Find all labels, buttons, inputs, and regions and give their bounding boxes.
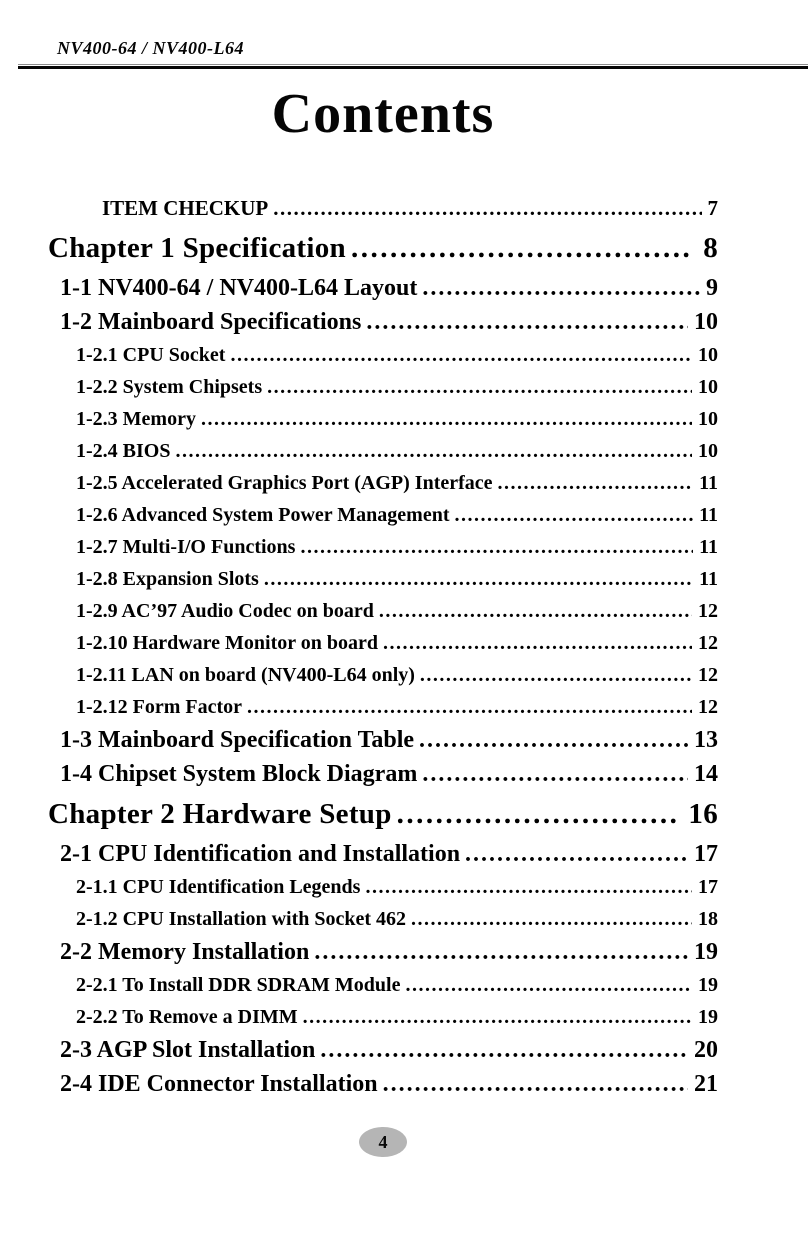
toc-entry-page: 19 — [694, 939, 718, 965]
toc-entry-label: 1-4 Chipset System Block Diagram — [60, 761, 418, 787]
dot-leader — [273, 191, 701, 225]
toc-entry-label: 1-1 NV400-64 / NV400-L64 Layout — [60, 275, 418, 301]
dot-leader — [411, 903, 692, 935]
toc-entry-label: 1-2.8 Expansion Slots — [76, 568, 259, 590]
toc-entry-page: 18 — [698, 908, 718, 930]
toc-entry-label: ITEM CHECKUP — [102, 196, 269, 220]
toc-entry-label: 1-3 Mainboard Specification Table — [60, 727, 415, 753]
toc-entry-page: 19 — [698, 1006, 718, 1028]
toc-entry — [48, 627, 718, 659]
toc-entry-page: 12 — [698, 600, 718, 622]
toc-entry — [48, 305, 718, 339]
dot-leader — [397, 791, 679, 837]
toc-entry-page: 20 — [694, 1037, 718, 1063]
toc-entry-label: 1-2.6 Advanced System Power Management — [76, 504, 450, 526]
dot-leader — [300, 531, 693, 563]
dot-leader — [379, 595, 692, 627]
toc-entry — [48, 659, 718, 691]
toc-list — [48, 191, 718, 1101]
toc-entry-page: 12 — [698, 632, 718, 654]
dot-leader — [422, 271, 700, 305]
page-title: Contents — [271, 83, 495, 145]
dot-leader — [201, 403, 692, 435]
toc-entry-label: 2-1.1 CPU Identification Legends — [76, 876, 361, 898]
dot-leader — [405, 969, 692, 1001]
toc-entry-page: 19 — [698, 974, 718, 996]
toc-entry-label: 2-4 IDE Connector Installation — [60, 1071, 378, 1097]
toc-entry-page: 12 — [698, 696, 718, 718]
dot-leader — [383, 627, 692, 659]
toc-entry-page: 17 — [694, 841, 718, 867]
dot-leader — [351, 225, 693, 271]
page-footer — [48, 1127, 718, 1157]
toc-entry-page: 10 — [698, 408, 718, 430]
dot-leader — [465, 837, 688, 871]
toc-entry-label: 1-2.3 Memory — [76, 408, 196, 430]
toc-entry-page: 10 — [694, 309, 718, 335]
toc-entry — [48, 791, 718, 837]
toc-entry — [48, 691, 718, 723]
toc-entry-page: 10 — [698, 376, 718, 398]
dot-leader — [247, 691, 692, 723]
toc-entry-page: 9 — [706, 275, 718, 301]
toc-entry — [48, 871, 718, 903]
toc-entry — [48, 225, 718, 271]
toc-entry-label: 1-2.1 CPU Socket — [76, 344, 226, 366]
toc-entry-page: 10 — [698, 344, 718, 366]
dot-leader — [420, 659, 692, 691]
toc-entry — [48, 339, 718, 371]
toc-entry-label: 2-2.1 To Install DDR SDRAM Module — [76, 974, 401, 996]
dot-leader — [365, 871, 692, 903]
toc-entry-page: 11 — [699, 568, 718, 590]
toc-entry-page: 11 — [699, 536, 718, 558]
toc-entry — [48, 271, 718, 305]
toc-entry-label: 1-2.4 BIOS — [76, 440, 171, 462]
toc-entry — [48, 191, 718, 225]
header-rule-thick-line — [18, 66, 808, 69]
dot-leader — [230, 339, 692, 371]
toc-entry — [48, 903, 718, 935]
toc-entry-label: 1-2 Mainboard Specifications — [60, 309, 362, 335]
toc-entry — [48, 467, 718, 499]
dot-leader — [498, 467, 694, 499]
dot-leader — [303, 1001, 692, 1033]
dot-leader — [264, 563, 693, 595]
header-rule-thin-line — [18, 64, 808, 65]
toc-entry-label: 2-3 AGP Slot Installation — [60, 1037, 316, 1063]
page-content — [0, 83, 808, 1157]
toc-entry-label: Chapter 1 Specification — [48, 232, 346, 264]
toc-entry — [48, 435, 718, 467]
toc-entry-label: 2-1.2 CPU Installation with Socket 462 — [76, 908, 407, 930]
toc-entry-label: 1-2.10 Hardware Monitor on board — [76, 632, 379, 654]
toc-entry — [48, 403, 718, 435]
toc-entry-label: 1-2.11 LAN on board (NV400-L64 only) — [76, 664, 415, 686]
toc-entry — [48, 1001, 718, 1033]
toc-entry-page: 11 — [699, 504, 718, 526]
toc-entry — [48, 499, 718, 531]
toc-entry-page: 8 — [703, 232, 718, 264]
page-number-badge — [359, 1127, 407, 1157]
toc-entry-label: 1-2.12 Form Factor — [76, 696, 243, 718]
toc-entry-label: 1-2.2 System Chipsets — [76, 376, 263, 398]
toc-entry-page: 7 — [707, 196, 718, 220]
toc-entry-page: 13 — [694, 727, 718, 753]
toc-entry — [48, 371, 718, 403]
toc-entry — [48, 837, 718, 871]
toc-entry-page: 12 — [698, 664, 718, 686]
document-header-model: NV400-64 / NV400-L64 — [57, 38, 244, 58]
toc-entry — [48, 1033, 718, 1067]
toc-entry-label: Chapter 2 Hardware Setup — [48, 798, 392, 830]
toc-entry-page: 10 — [698, 440, 718, 462]
toc-entry-label: 2-2 Memory Installation — [60, 939, 310, 965]
dot-leader — [314, 935, 688, 969]
toc-entry-label: 2-1 CPU Identification and Installation — [60, 841, 461, 867]
toc-entry-label: 2-2.2 To Remove a DIMM — [76, 1006, 298, 1028]
header-rule — [18, 64, 808, 69]
dot-leader — [366, 305, 688, 339]
toc-entry-page: 17 — [698, 876, 718, 898]
toc-entry-page: 14 — [694, 761, 718, 787]
toc-entry-page: 21 — [694, 1071, 718, 1097]
manual-toc-page — [0, 38, 808, 1250]
toc-entry-label: 1-2.9 AC’97 Audio Codec on board — [76, 600, 374, 622]
toc-entry-page: 11 — [699, 472, 718, 494]
dot-leader — [383, 1067, 688, 1101]
toc-entry — [48, 531, 718, 563]
toc-entry — [48, 935, 718, 969]
toc-entry — [48, 723, 718, 757]
dot-leader — [320, 1033, 688, 1067]
dot-leader — [419, 723, 688, 757]
toc-entry-label: 1-2.7 Multi-I/O Functions — [76, 536, 296, 558]
dot-leader — [422, 757, 688, 791]
toc-entry — [48, 595, 718, 627]
toc-entry — [48, 969, 718, 1001]
toc-entry — [48, 563, 718, 595]
toc-entry-page: 16 — [688, 798, 718, 830]
toc-entry — [48, 1067, 718, 1101]
page-number: 4 — [378, 1131, 388, 1152]
dot-leader — [454, 499, 693, 531]
dot-leader — [267, 371, 692, 403]
toc-entry — [48, 757, 718, 791]
toc-entry-label: 1-2.5 Accelerated Graphics Port (AGP) Interface — [76, 472, 493, 494]
dot-leader — [175, 435, 692, 467]
